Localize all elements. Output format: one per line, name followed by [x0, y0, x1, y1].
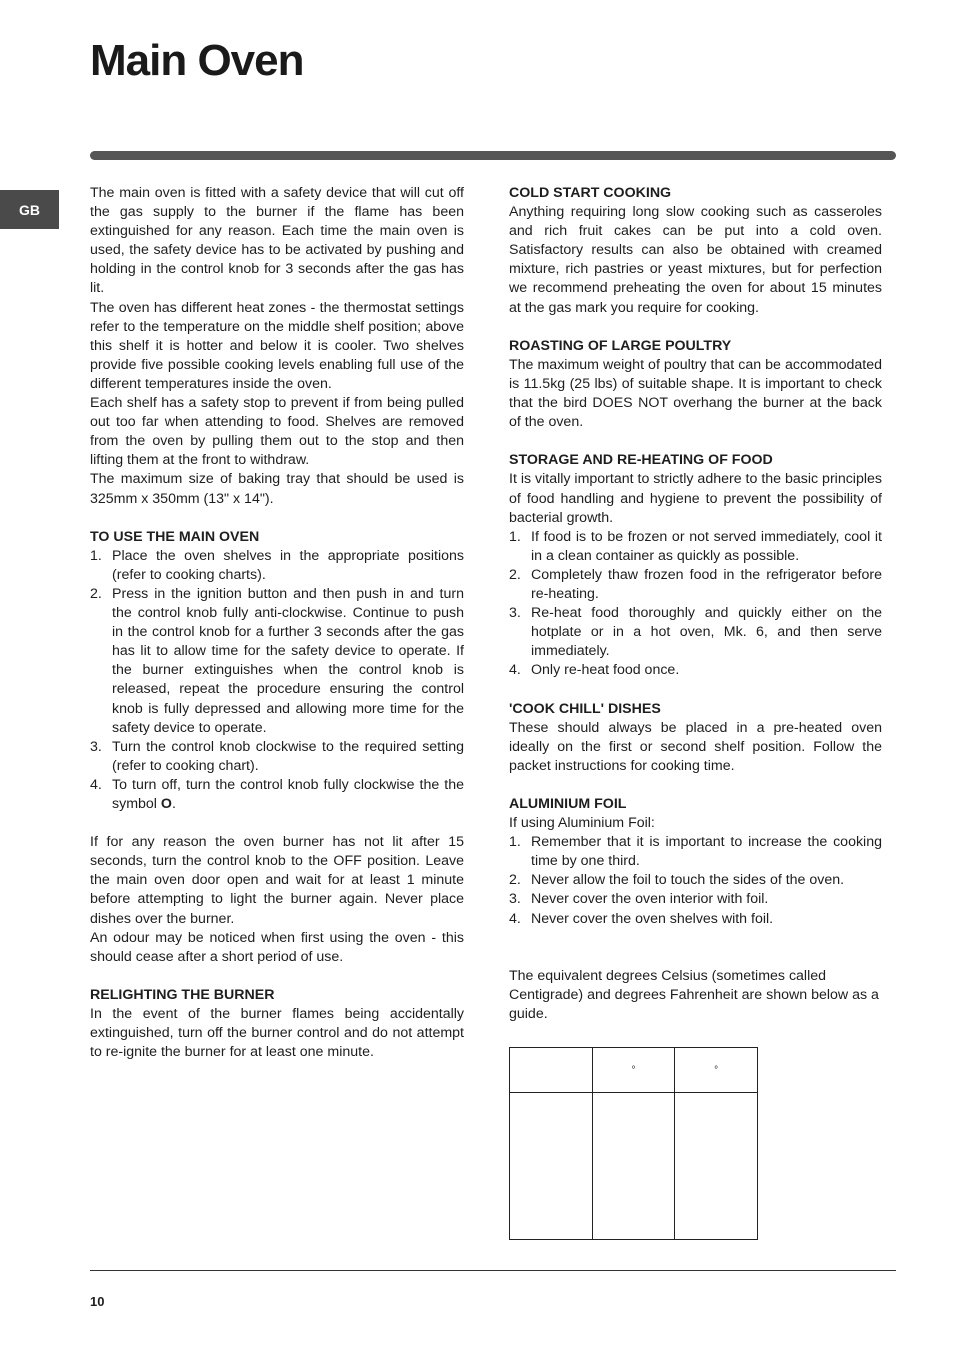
page-title: Main Oven	[90, 36, 304, 85]
storage-paragraph: It is vitally important to strictly adhere to the basic principles of food handling and hygiene to prevent the possibility of bacterial growth.	[509, 471, 882, 526]
note-paragraph: If for any reason the oven burner has not lit after 15 seconds, turn the control knob to the OFF position. Leave the main oven door open and wait for at least 1 minute before attempting to light the burner again. Never place dishes over the burner.	[90, 834, 464, 927]
language-tab: GB	[0, 190, 59, 229]
list-number: 4.	[509, 662, 521, 679]
table-header-cell	[510, 1048, 593, 1093]
list-text: Only re-heat food once.	[531, 662, 680, 679]
section-heading: COLD START COOKING	[509, 185, 672, 201]
list-item	[509, 871, 882, 890]
storage-list	[509, 528, 882, 681]
foil-intro: If using Aluminium Foil:	[509, 815, 655, 832]
header-divider	[90, 151, 896, 160]
equivalents-paragraph: The equivalent degrees Celsius (sometimes called Centigrade) and degrees Fahrenheit are shown below as a guide.	[509, 967, 879, 1023]
list-item	[509, 890, 882, 909]
intro-paragraph: Each shelf has a safety stop to prevent if from being pulled out too far when attending to food. Shelves are removed from the oven by pulling them out to the stop and then lifting them at the front to withdraw.	[90, 395, 464, 469]
section-heading: STORAGE AND RE-HEATING OF FOOD	[509, 452, 773, 469]
list-text: Never allow the foil to touch the sides of the oven.	[531, 872, 845, 889]
intro-paragraph: The maximum size of baking tray that should be used is 325mm x 350mm (13" x 14").	[90, 471, 464, 507]
right-column	[509, 184, 882, 1024]
list-item	[90, 585, 464, 738]
list-text: Remember that it is important to increase the cooking time by one third.	[531, 834, 882, 870]
list-text: Press in the ignition button and then push in and turn the control knob fully anti-clockwise. Continue to push in the control knob for a further 3 seconds after the gas has lit to allow time for the safety device to operate. If the burner extinguishes when the control knob is released, repeat the procedure ensuring the control knob is fully depressed and allowing more time for the safety device to operate.	[112, 585, 464, 736]
list-number: 2.	[90, 585, 102, 602]
list-item	[509, 566, 882, 604]
poultry-paragraph: The maximum weight of poultry that can be accommodated is 11.5kg (25 lbs) of suitable shape. It is important to check that the bird DOES NOT overhang the burner at the back of the oven.	[509, 356, 882, 431]
list-item	[90, 776, 464, 814]
list-text: Re-heat food thoroughly and quickly either on the hotplate or in a hot oven, Mk. 6, and then serve immediately.	[531, 605, 882, 660]
section-heading: ROASTING OF LARGE POULTRY	[509, 337, 732, 354]
foil-list	[509, 833, 882, 928]
note-paragraph: An odour may be noticed when first using the oven - this should cease after a short period of use.	[90, 929, 464, 965]
table-cell	[510, 1093, 593, 1240]
list-text: Turn the control knob clockwise to the required setting (refer to cooking chart).	[112, 738, 464, 774]
list-number: 2.	[509, 566, 521, 583]
list-number: 2.	[509, 872, 521, 889]
list-text: If food is to be frozen or not served immediately, cool it in a clean container as quickly as possible.	[531, 528, 882, 564]
cold-start-paragraph: Anything requiring long slow cooking such as casseroles and rich fruit cakes can be put into a cold oven. Satisfactory results can also be obtained with creamed mixture, rich pastries or yeast mixtures, but for perfection we recommend preheating the oven for about 15 minutes at the gas mark you require for cooking.	[509, 204, 882, 316]
list-item	[509, 661, 882, 680]
list-text-end: .	[171, 796, 176, 812]
list-text: Completely thaw frozen food in the refrigerator before re-heating.	[531, 566, 882, 602]
page-number: 10	[90, 1294, 105, 1309]
list-text: Never cover the oven shelves with foil.	[531, 910, 774, 927]
list-number: 4.	[509, 910, 521, 927]
footer-divider	[90, 1270, 896, 1271]
left-column	[90, 184, 464, 1062]
list-item	[509, 910, 882, 929]
temperature-table	[509, 1047, 758, 1240]
section-heading: TO USE THE MAIN OVEN	[90, 528, 260, 545]
section-heading: ALUMINIUM FOIL	[509, 796, 627, 812]
off-symbol: O	[160, 796, 172, 812]
list-item	[509, 833, 882, 871]
list-number: 1.	[509, 834, 521, 851]
table-header-cell: °	[592, 1048, 675, 1093]
intro-paragraph: The oven has different heat zones - the thermostat settings refer to the temperature on the middle shelf position; above this shelf it is hotter and below it is cooler. Two shelves provide five possible cooking levels enabling full use of the different temperatures inside the oven.	[90, 299, 464, 392]
table-header-cell: °	[675, 1048, 758, 1093]
list-item	[509, 604, 882, 661]
list-text: Place the oven shelves in the appropriate positions (refer to cooking charts).	[112, 547, 464, 583]
relighting-paragraph: In the event of the burner flames being accidentally extinguished, turn off the burner control and do not attempt to re-ignite the burner for at least one minute.	[90, 1006, 464, 1061]
list-number: 4.	[90, 776, 102, 793]
list-item	[90, 738, 464, 776]
intro-paragraph: The main oven is fitted with a safety device that will cut off the gas supply to the burner if the flame has been extinguished for any reason. Each time the main oven is used, the safety device has to be activated by pushing and holding in the control knob for 3 seconds after the gas has lit.	[90, 185, 464, 297]
list-text: Never cover the oven interior with foil.	[531, 891, 769, 908]
to-use-list	[90, 547, 464, 814]
list-number: 1.	[509, 528, 521, 545]
list-number: 3.	[509, 891, 521, 908]
list-item	[90, 547, 464, 585]
section-heading: 'COOK CHILL' DISHES	[509, 700, 661, 717]
table-cell	[592, 1093, 675, 1240]
list-item	[509, 528, 882, 566]
section-heading: RELIGHTING THE BURNER	[90, 986, 275, 1003]
list-text: To turn off, turn the control knob fully clockwise the the symbol	[112, 776, 464, 812]
list-number: 3.	[90, 738, 102, 755]
list-number: 3.	[509, 605, 521, 622]
list-number: 1.	[90, 547, 102, 564]
cook-chill-paragraph: These should always be placed in a pre-heated oven ideally on the first or second shelf position. Follow the packet instructions for cooking time.	[509, 719, 882, 774]
table-cell	[675, 1093, 758, 1240]
